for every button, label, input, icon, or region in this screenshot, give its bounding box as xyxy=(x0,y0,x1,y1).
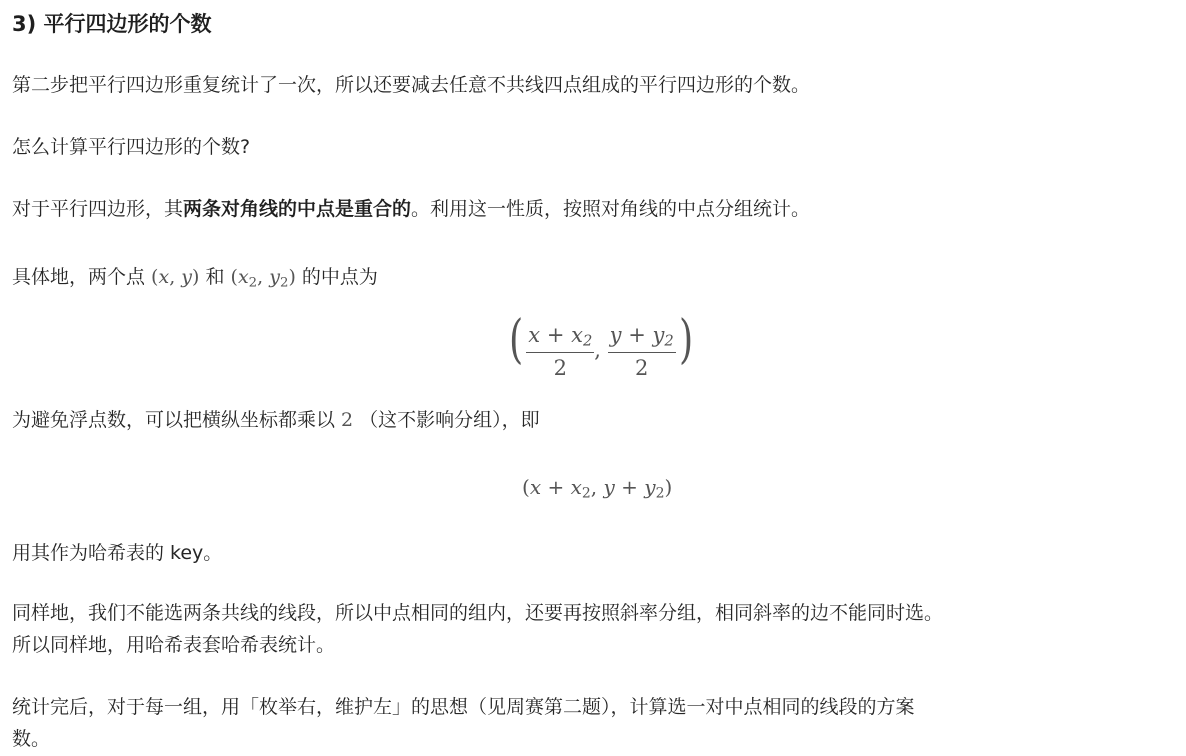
section-heading: 3) 平行四边形的个数 xyxy=(12,12,212,36)
math-two: 2 xyxy=(341,409,354,431)
math-point-x2y2: ($x_2$, $y_2$) xyxy=(230,266,296,291)
bold-emphasis: 两条对角线的中点是重合的 xyxy=(183,198,412,220)
paragraph-summary-line1: 统计完后，对于每一组，用「枚举右，维护左」的思想（见周赛第二题），计算选一对中点相同的线段的方案 xyxy=(12,696,915,718)
midpoint-formula: ( $\frac{x + x_2}{2}$ , $\frac{y + y_2}{2}$ ) xyxy=(509,310,693,380)
math-point-xy: (x, y) xyxy=(151,266,200,288)
fraction-x: $\frac{x + x_2}{2}$ xyxy=(528,323,593,380)
text-segment: 的中点为 xyxy=(295,266,378,288)
text-segment: （这不影响分组），即 xyxy=(353,409,540,431)
text-segment: 对于平行四边形，其 xyxy=(12,198,184,220)
fraction-y: $\frac{y + y_2}{2}$ xyxy=(609,323,674,380)
paragraph-question: 怎么计算平行四边形的个数? xyxy=(12,136,251,158)
paragraph-summary-line2: 数。 xyxy=(12,728,51,750)
text-segment: 为避免浮点数，可以把横纵坐标都乘以 xyxy=(12,409,342,431)
paragraph-midpoint-intro xyxy=(12,262,378,290)
paragraph-duplicate-count: 第二步把平行四边形重复统计了一次，所以还要减去任意不共线四点组成的平行四边形的个数。 xyxy=(12,74,811,96)
scaled-midpoint-formula: ($x + x_2$, $y + y_2$) xyxy=(522,475,673,502)
text-segment: 具体地，两个点 xyxy=(12,266,152,288)
paragraph-avoid-float xyxy=(12,405,540,432)
text-segment: 和 xyxy=(199,266,231,288)
paragraph-diagonal-property xyxy=(12,194,810,221)
left-paren: ( xyxy=(509,310,524,370)
text-segment: 。利用这一性质，按照对角线的中点分组统计。 xyxy=(411,198,811,220)
paragraph-hash-key: 用其作为哈希表的 key。 xyxy=(12,542,223,564)
right-paren: ) xyxy=(678,310,693,370)
paragraph-collinear-line1: 同样地，我们不能选两条共线的线段，所以中点相同的组内，还要再按照斜率分组，相同斜率的边不能同时选。 xyxy=(12,602,944,624)
paragraph-collinear-line2: 所以同样地，用哈希表套哈希表统计。 xyxy=(12,634,336,656)
